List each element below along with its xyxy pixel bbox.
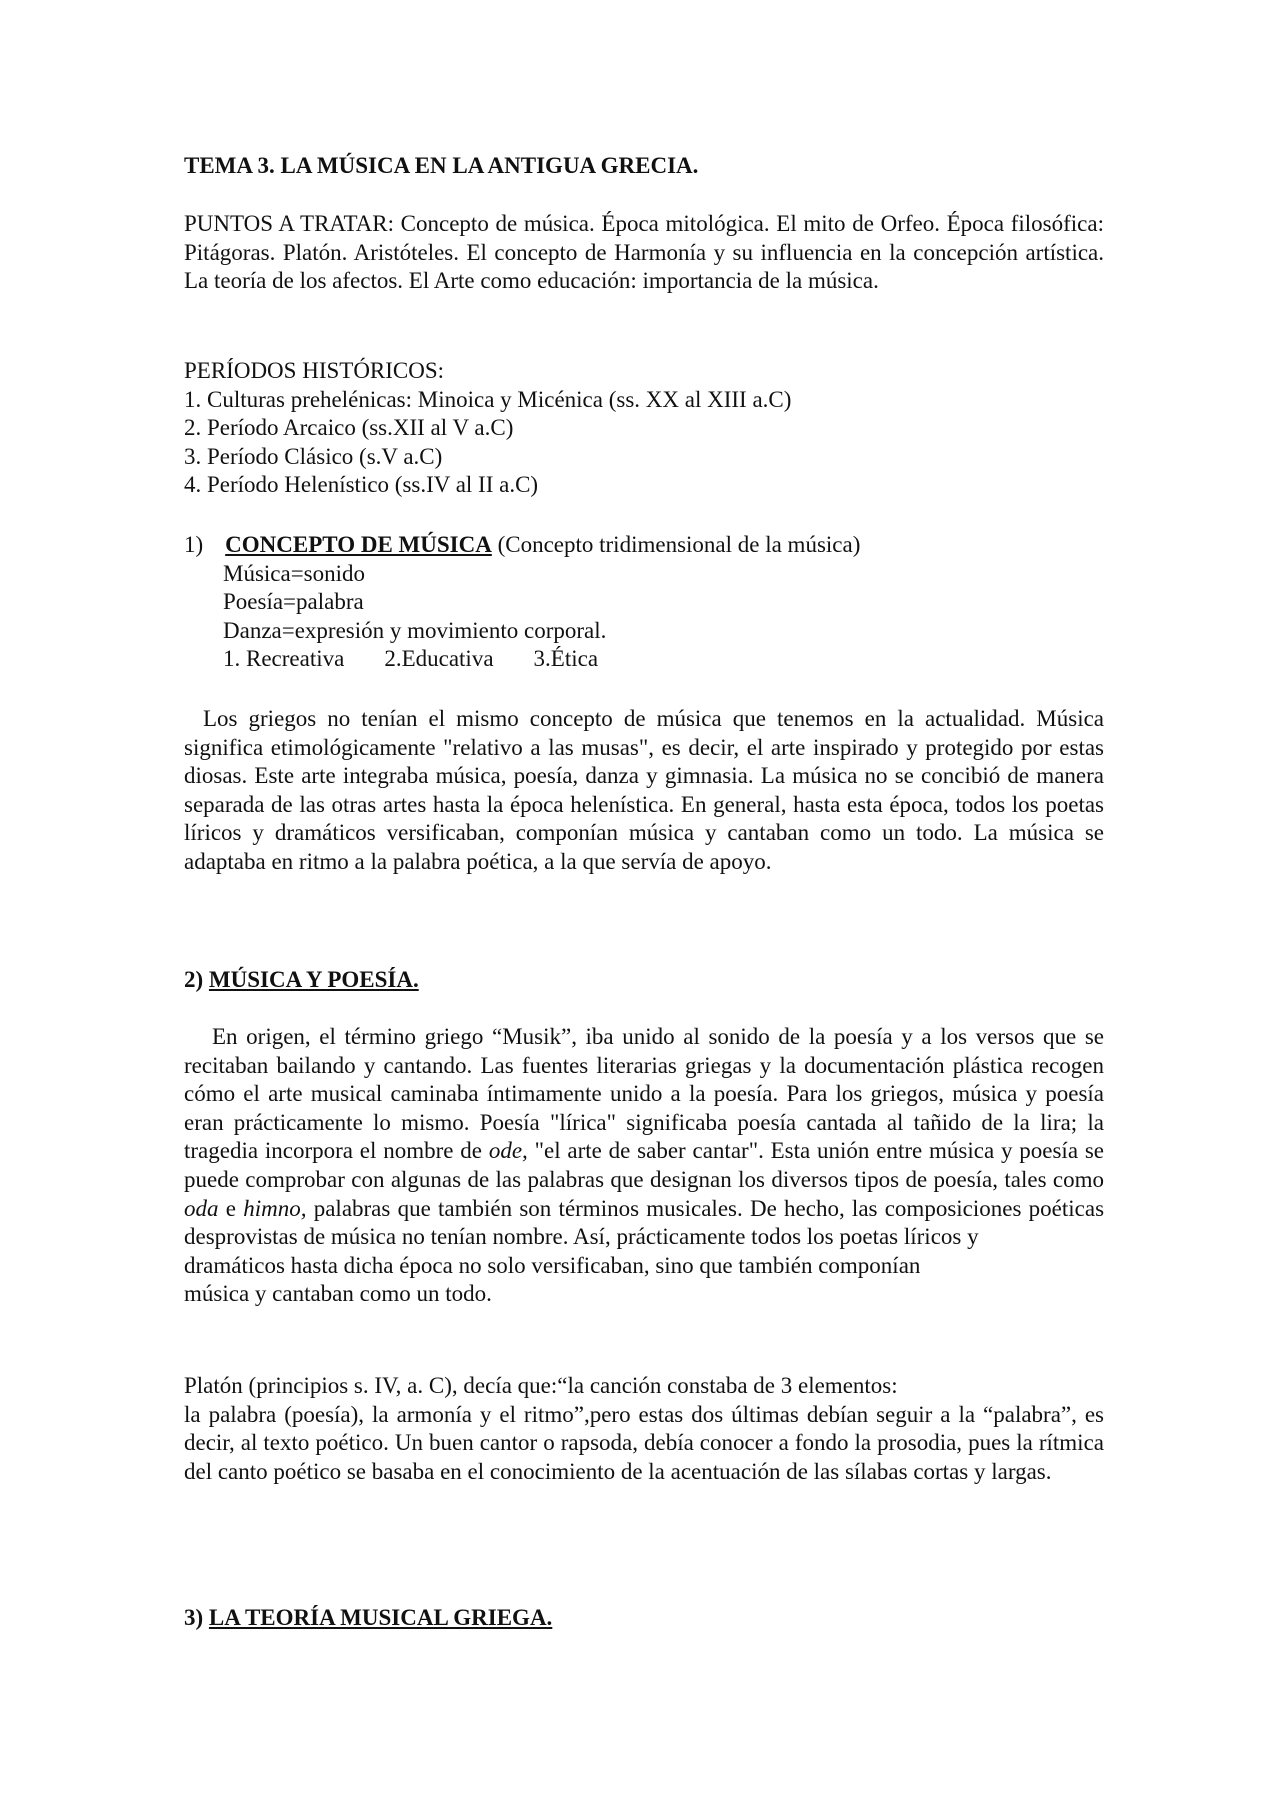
function-item: 1. Recreativa <box>223 646 345 672</box>
section1-paragraph: Los griegos no tenían el mismo concepto de música que tenemos en la actualidad. Música significa etimológicamente "relativo a las musas", es decir, el arte inspirado y protegido por estas diosas. Este arte integraba música, poesía, danza y gimnasia. La música no se concibió de manera separada de las otras artes hasta la época helenística. En general, hasta esta época, todos los poetas líricos y dramáticos versificaban, componían música y cantaban como un todo. La música se adaptaba en ritmo a la palabra poética, a la que servía de apoyo. <box>184 706 1104 874</box>
italic-term-oda: oda <box>184 1195 219 1221</box>
italic-term-himno: himno, <box>243 1195 307 1221</box>
puntos-paragraph <box>184 210 1104 296</box>
paragraph-text: e <box>225 1195 236 1221</box>
function-item: 2.Educativa <box>384 646 494 672</box>
section1-heading-line <box>184 531 1104 560</box>
italic-term-ode: ode, <box>488 1138 528 1164</box>
definition-item: Poesía=palabra <box>223 589 364 615</box>
section1-heading: CONCEPTO DE MÚSICA <box>225 532 492 557</box>
section1-subtitle: (Concepto tridimensional de la música) <box>497 532 861 557</box>
definition-item: Música=sonido <box>223 560 366 586</box>
section2-heading: MÚSICA Y POESÍA. <box>208 967 419 992</box>
periodo-item: 3. Período Clásico (s.V a.C) <box>184 443 443 469</box>
periodo-item: 2. Período Arcaico (ss.XII al V a.C) <box>184 415 514 441</box>
paragraph-text: la palabra (poesía), la armonía y el ritmo”,pero estas dos últimas debían seguir a la “palabra”, es decir, al texto poético. Un buen cantor o rapsoda, debía conocer a fondo la prosodia, pues la rítmica del canto poético se basaba en el conocimiento de la acentuación de las sílabas cortas y largas. <box>184 1401 1104 1484</box>
paragraph-line: Platón (principios s. IV, a. C), decía que:“la canción constaba de 3 elementos: <box>184 1373 898 1398</box>
function-item: 3.Ética <box>533 646 599 672</box>
paragraph-text: "el arte de saber cantar". Esta unión entre música y poesía se puede comprobar con algunas de las palabras que designan los diversos tipos de poesía, tales como <box>184 1138 1105 1192</box>
section2-paragraph1-body <box>184 1023 1104 1252</box>
puntos-label: PUNTOS A TRATAR: <box>184 211 395 236</box>
periodos-block <box>184 357 1104 500</box>
paragraph-line: dramáticos hasta dicha época no solo versificaban, sino que también componían <box>184 1252 921 1278</box>
section2-paragraph1 <box>184 1023 1104 1309</box>
periodo-item: 1. Culturas prehelénicas: Minoica y Micénica (ss. XX al XIII a.C) <box>184 386 792 412</box>
page-title: TEMA 3. LA MÚSICA EN LA ANTIGUA GRECIA. <box>184 153 699 178</box>
section2-paragraph2 <box>184 1372 1104 1486</box>
definition-item: Danza=expresión y movimiento corporal. <box>223 617 607 643</box>
periodos-heading: PERÍODOS HISTÓRICOS: <box>184 358 445 383</box>
paragraph-line: música y cantaban como un todo. <box>184 1281 492 1307</box>
section1-block <box>184 531 1104 674</box>
section2-number: 2) <box>184 967 204 992</box>
paragraph-text: En origen, el término griego “Musik”, iba unido al sonido de la poesía y a los versos que se recitaban bailando y cantando. Las fuentes literarias griegas y la documentación plástica recogen cómo el arte musical caminaba íntimamente unido a la poesía. Para los griegos, música y poesía eran prácticamente lo mismo. Poesía "lírica" significaba poesía cantada al tañido de la lira; la tragedia incorpora el nombre de <box>184 1024 1104 1164</box>
section2-heading-line <box>184 966 1104 995</box>
paragraph-text: palabras que también son términos musicales. De hecho, las composiciones poéticas desprovistas de música no tenían nombre. Así, prácticamente todos los poetas líricos y <box>184 1195 1105 1250</box>
section3-heading: LA TEORÍA MUSICAL GRIEGA. <box>208 1605 553 1630</box>
section1-number: 1) <box>184 532 204 557</box>
functions-line <box>184 645 1104 674</box>
section3-heading-line <box>184 1604 1104 1633</box>
periodo-item: 4. Período Helenístico (ss.IV al II a.C) <box>184 472 539 498</box>
section3-number: 3) <box>184 1605 204 1630</box>
puntos-text: Concepto de música. Época mitológica. El mito de Orfeo. Época filosófica: Pitágoras. Platón. Aristóteles. El concepto de Harmonía y su influencia en la concepción artística. La teoría de los afectos. El Arte como educación: importancia de la música. <box>184 211 1104 294</box>
